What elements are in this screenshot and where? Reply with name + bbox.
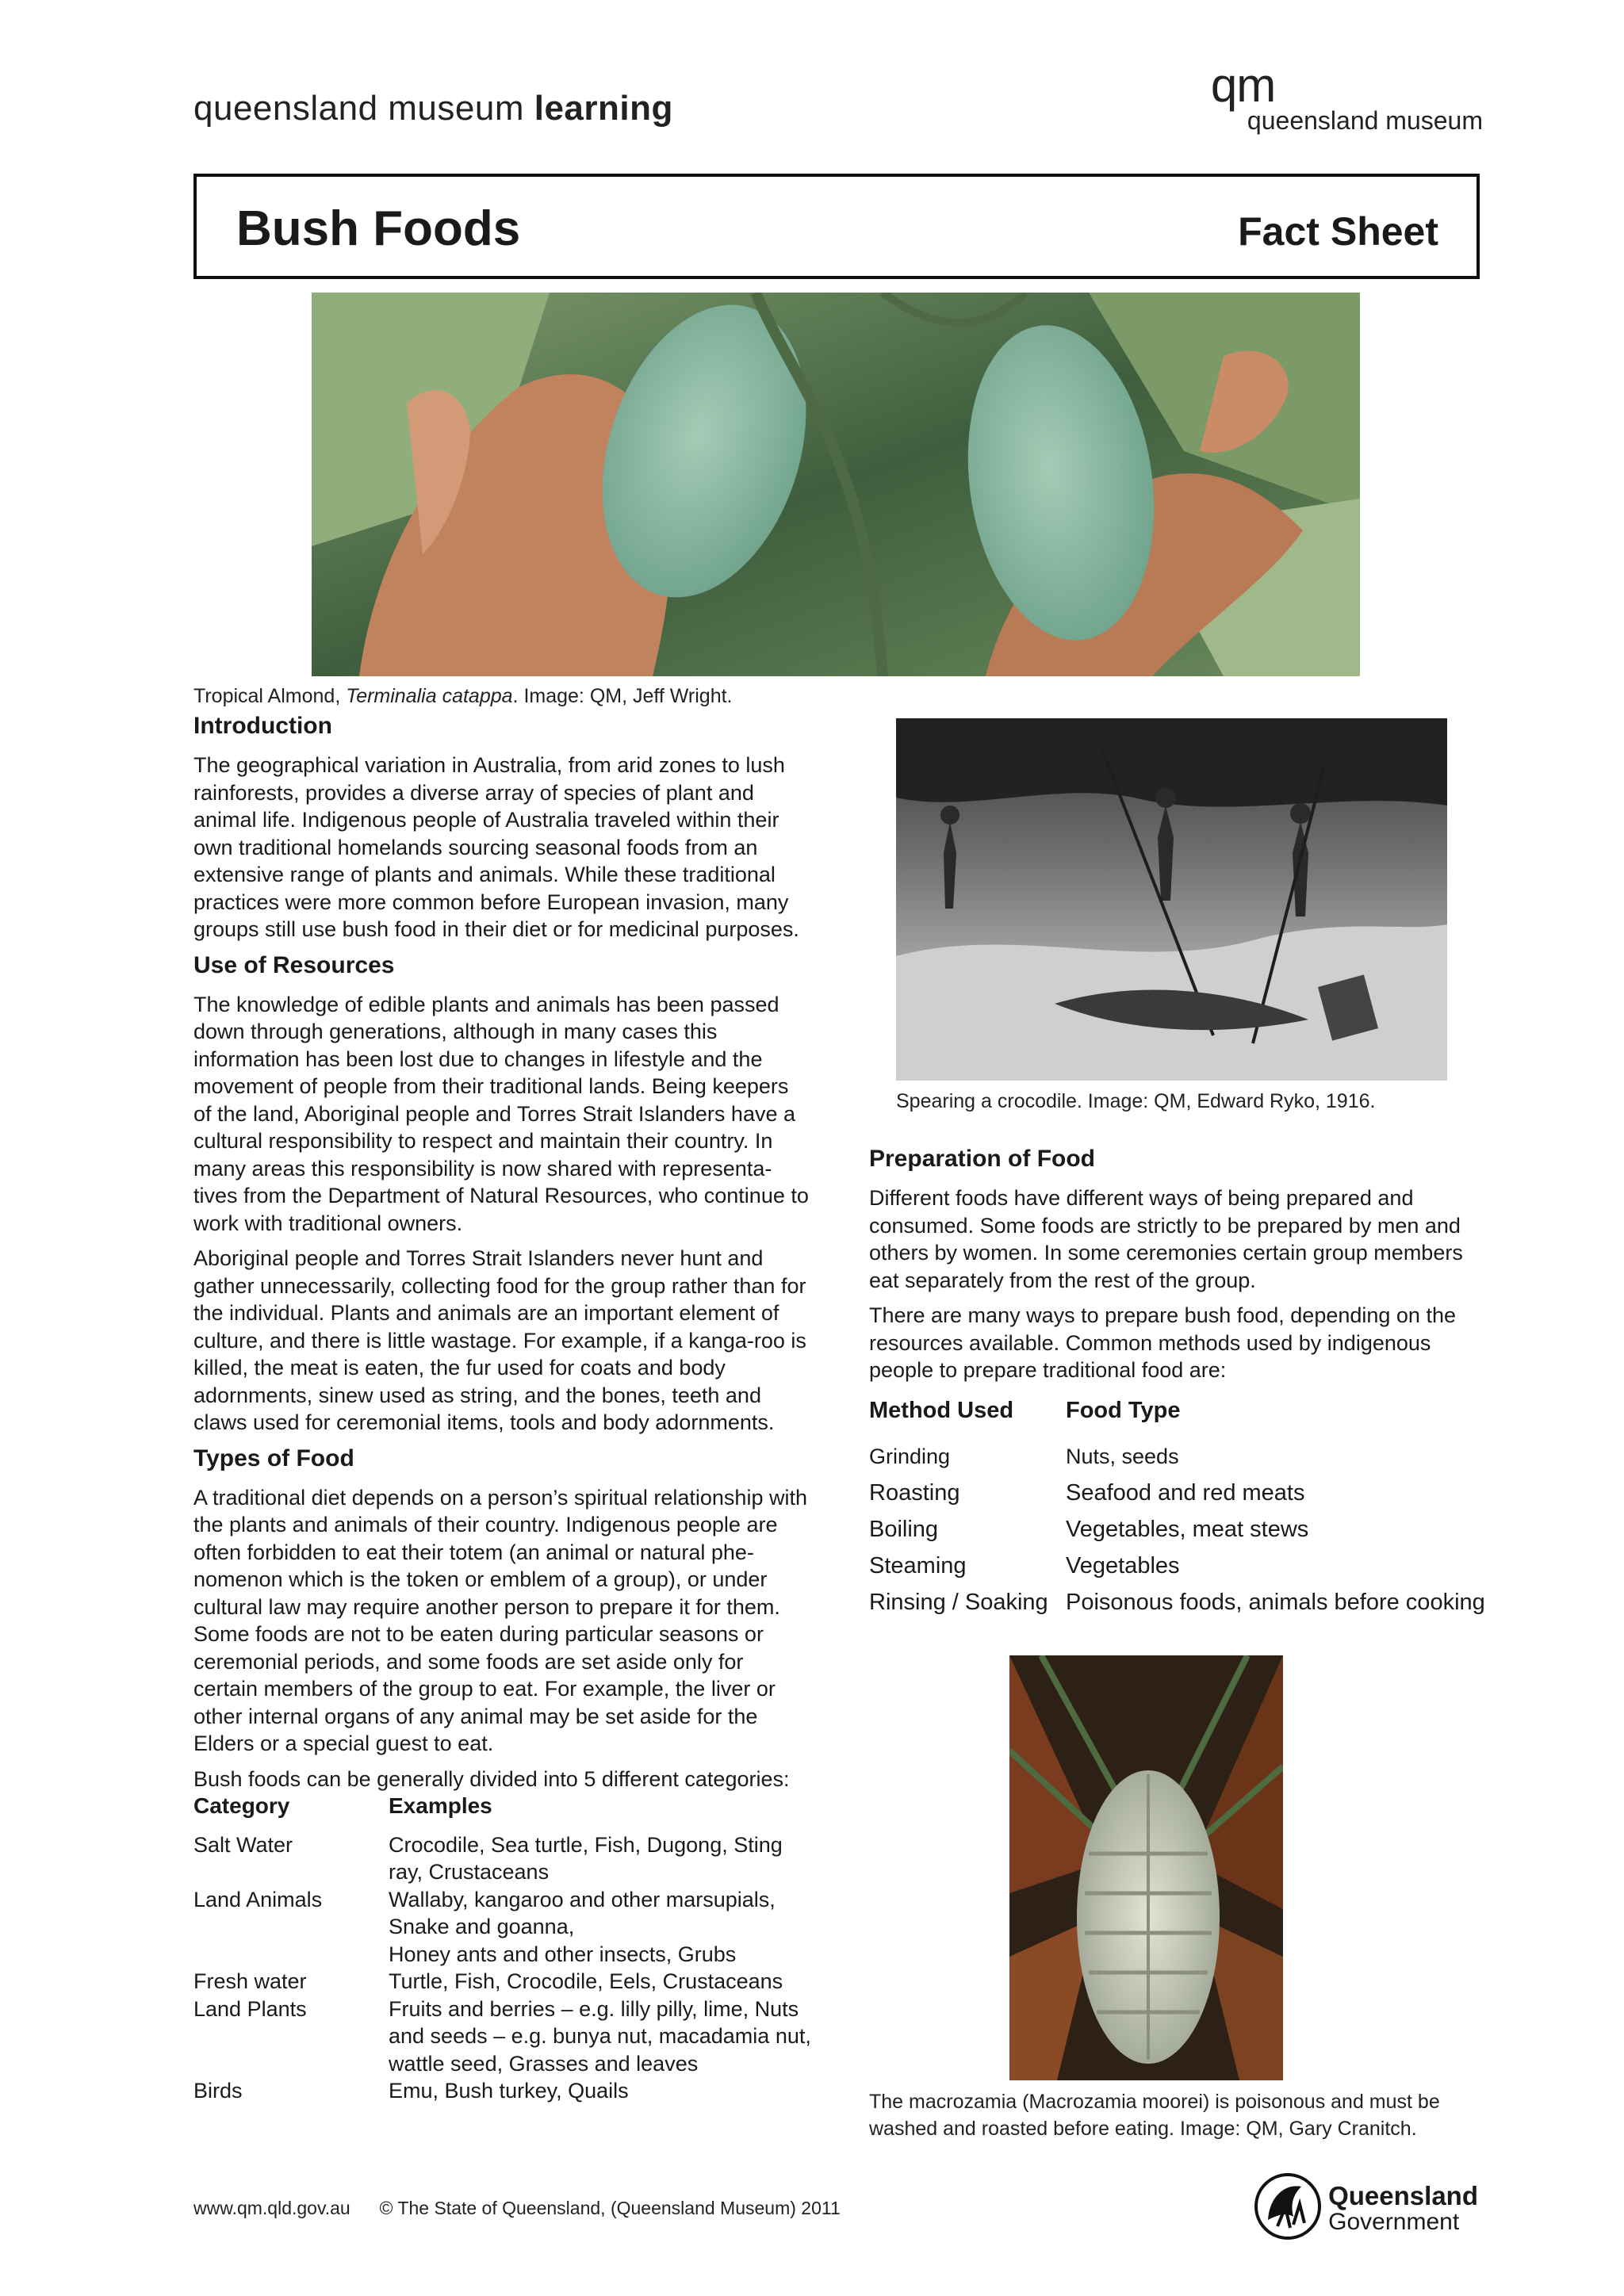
method-head-food: Food Type xyxy=(1066,1397,1181,1423)
table-row xyxy=(193,1968,812,1996)
examples-cell: Crocodile, Sea turtle, Fish, Dugong, Sting ray, Crustaceans xyxy=(389,1832,783,1884)
resources-heading: Use of Resources xyxy=(193,951,395,978)
footer-copyright: © The State of Queensland, (Queensland Museum) 2011 xyxy=(379,2198,841,2218)
qm-logo xyxy=(1210,59,1483,136)
right-column xyxy=(869,1145,1488,1621)
qm-logo-text: queensland museum xyxy=(1247,106,1483,135)
prep-text-1: Different foods have different ways of being prepared and consumed. Some foods are strictly to be prepared by men and others by women. In some ceremonies certain group members eat separately from the rest of the group. xyxy=(869,1186,1463,1292)
prep-heading: Preparation of Food xyxy=(869,1146,1095,1172)
table-row xyxy=(869,1584,1488,1621)
category-cell: Land Plants xyxy=(193,1996,307,2021)
table-row xyxy=(869,1438,1488,1475)
method-cell: Roasting xyxy=(869,1479,960,1506)
category-cell: Fresh water xyxy=(193,1969,307,1993)
method-cell: Steaming xyxy=(869,1552,967,1578)
categories-table-header xyxy=(193,1793,812,1831)
brand-wordmark xyxy=(193,89,673,128)
examples-cell: Fruits and berries – e.g. lilly pilly, lime, Nuts and seeds – e.g. bunya nut, macadamia nut, wattle seed, Grasses and leaves xyxy=(389,1996,811,2076)
left-column xyxy=(193,712,812,2105)
food-cell: Nuts, seeds xyxy=(1066,1444,1179,1468)
crocodile-spearing-photo xyxy=(896,718,1447,1081)
table-row xyxy=(869,1548,1488,1584)
method-head-method: Method Used xyxy=(869,1397,1014,1423)
food-cell: Vegetables xyxy=(1066,1552,1180,1578)
method-table xyxy=(869,1392,1488,1621)
footer-url[interactable]: www.qm.qld.gov.au xyxy=(193,2198,350,2218)
caption-suffix: . Image: QM, Jeff Wright. xyxy=(512,685,733,707)
examples-cell: Emu, Bush turkey, Quails xyxy=(389,2079,629,2103)
table-row xyxy=(193,1831,812,1886)
categories-head-examples: Examples xyxy=(389,1793,492,1818)
page-title: Bush Foods xyxy=(236,201,521,256)
caption-prefix: Tropical Almond, xyxy=(193,685,347,707)
brand-regular: queensland museum xyxy=(193,89,534,128)
method-table-header xyxy=(869,1392,1488,1438)
table-row xyxy=(193,1886,812,1969)
table-row xyxy=(193,1996,812,2078)
categories-head-category: Category xyxy=(193,1793,290,1818)
table-row xyxy=(869,1475,1488,1511)
gov-text xyxy=(1328,2180,1478,2235)
examples-cell: Wallaby, kangaroo and other marsupials, Snake and goanna, Honey ants and other insects, Grubs xyxy=(389,1887,776,1966)
macrozamia-photo xyxy=(1009,1655,1283,2080)
fact-sheet-label: Fact Sheet xyxy=(1238,209,1438,254)
food-cell: Poisonous foods, animals before cooking xyxy=(1066,1589,1485,1615)
method-cell: Rinsing / Soaking xyxy=(869,1589,1048,1615)
category-cell: Birds xyxy=(193,2079,243,2103)
categories-intro: Bush foods can be generally divided into 5 different categories: xyxy=(193,1766,790,1791)
resources-text-2: Aboriginal people and Torres Strait Islanders never hunt and gather unnecessarily, collecting food for the group rather than for the individual. Plants and animals are an important element of culture, and there is little wastage. For example, if a kanga-roo is killed, the meat is eaten, the fur used for coats and body adornments, sinew used as string, and the bones, teeth and claws used for ceremonial items, tools and body adornments. xyxy=(193,1246,806,1434)
examples-cell: Turtle, Fish, Crocodile, Eels, Crustaceans xyxy=(389,1969,783,1993)
method-cell: Grinding xyxy=(869,1444,951,1468)
types-heading: Types of Food xyxy=(193,1445,354,1471)
qm-logo-mark: qm xyxy=(1210,59,1276,112)
method-cell: Boiling xyxy=(869,1516,939,1542)
food-cell: Seafood and red meats xyxy=(1066,1479,1305,1506)
resources-text-1: The knowledge of edible plants and animals has been passed down through generations, although in many cases this information has been lost due to changes in lifestyle and the movement of people from their traditional lands. Being keepers of the land, Aboriginal people and Torres Strait Islanders have a cultural responsibility to respect and maintain their country. In many areas this responsibility is now shared with representa-tives from the Department of Natural Resources, who continue to work with traditional owners. xyxy=(193,992,809,1235)
caption-italic: Terminalia catappa xyxy=(346,685,513,707)
intro-text: The geographical variation in Australia, from arid zones to lush rainforests, provides a diverse array of species of plant and animal life. Indigenous people of Australia traveled within their own traditional homelands sourcing seasonal foods from an extensive range of plants and animals. While these traditional practices were more common before European invasion, many groups still use bush food in their diet or for medicinal purposes. xyxy=(193,753,799,941)
prep-text-2: There are many ways to prepare bush food, depending on the resources available. Common methods used by indigenous people to prepare traditional food are: xyxy=(869,1303,1456,1382)
table-row xyxy=(869,1511,1488,1548)
title-box xyxy=(193,174,1480,279)
table-row xyxy=(193,2077,812,2105)
intro-heading: Introduction xyxy=(193,713,332,739)
queensland-government-logo xyxy=(1254,2172,1478,2244)
food-cell: Vegetables, meat stews xyxy=(1066,1516,1309,1542)
gov-line1: Queensland xyxy=(1328,2180,1478,2210)
brand-bold: learning xyxy=(534,89,673,128)
gov-line2: Government xyxy=(1328,2208,1460,2235)
category-cell: Salt Water xyxy=(193,1832,293,1857)
tropical-almond-caption xyxy=(193,683,907,710)
tropical-almond-photo xyxy=(312,293,1360,676)
categories-table xyxy=(193,1793,812,2105)
macrozamia-caption: The macrozamia (Macrozamia moorei) is poisonous and must be washed and roasted before eating. Image: QM, Gary Cranitch. xyxy=(869,2091,1440,2140)
footer xyxy=(193,2198,841,2219)
crocodile-caption: Spearing a crocodile. Image: QM, Edward Ryko, 1916. xyxy=(896,1090,1376,1112)
queensland-crest-icon xyxy=(1254,2172,1322,2244)
category-cell: Land Animals xyxy=(193,1887,323,1911)
types-text: A traditional diet depends on a person’s spiritual relationship with the plants and animals of their country. Indigenous people are often forbidden to eat their totem (an animal or natural phe-nomenon which is the token or emblem of a group), or under cultural law may require another person to prepare it for them. Some foods are not to be eaten during particular seasons or ceremonial periods, and some foods are set aside only for certain members of the group to eat. For example, the liver or other internal organs of any animal may be set aside for the Elders or a special guest to eat. xyxy=(193,1485,807,1755)
